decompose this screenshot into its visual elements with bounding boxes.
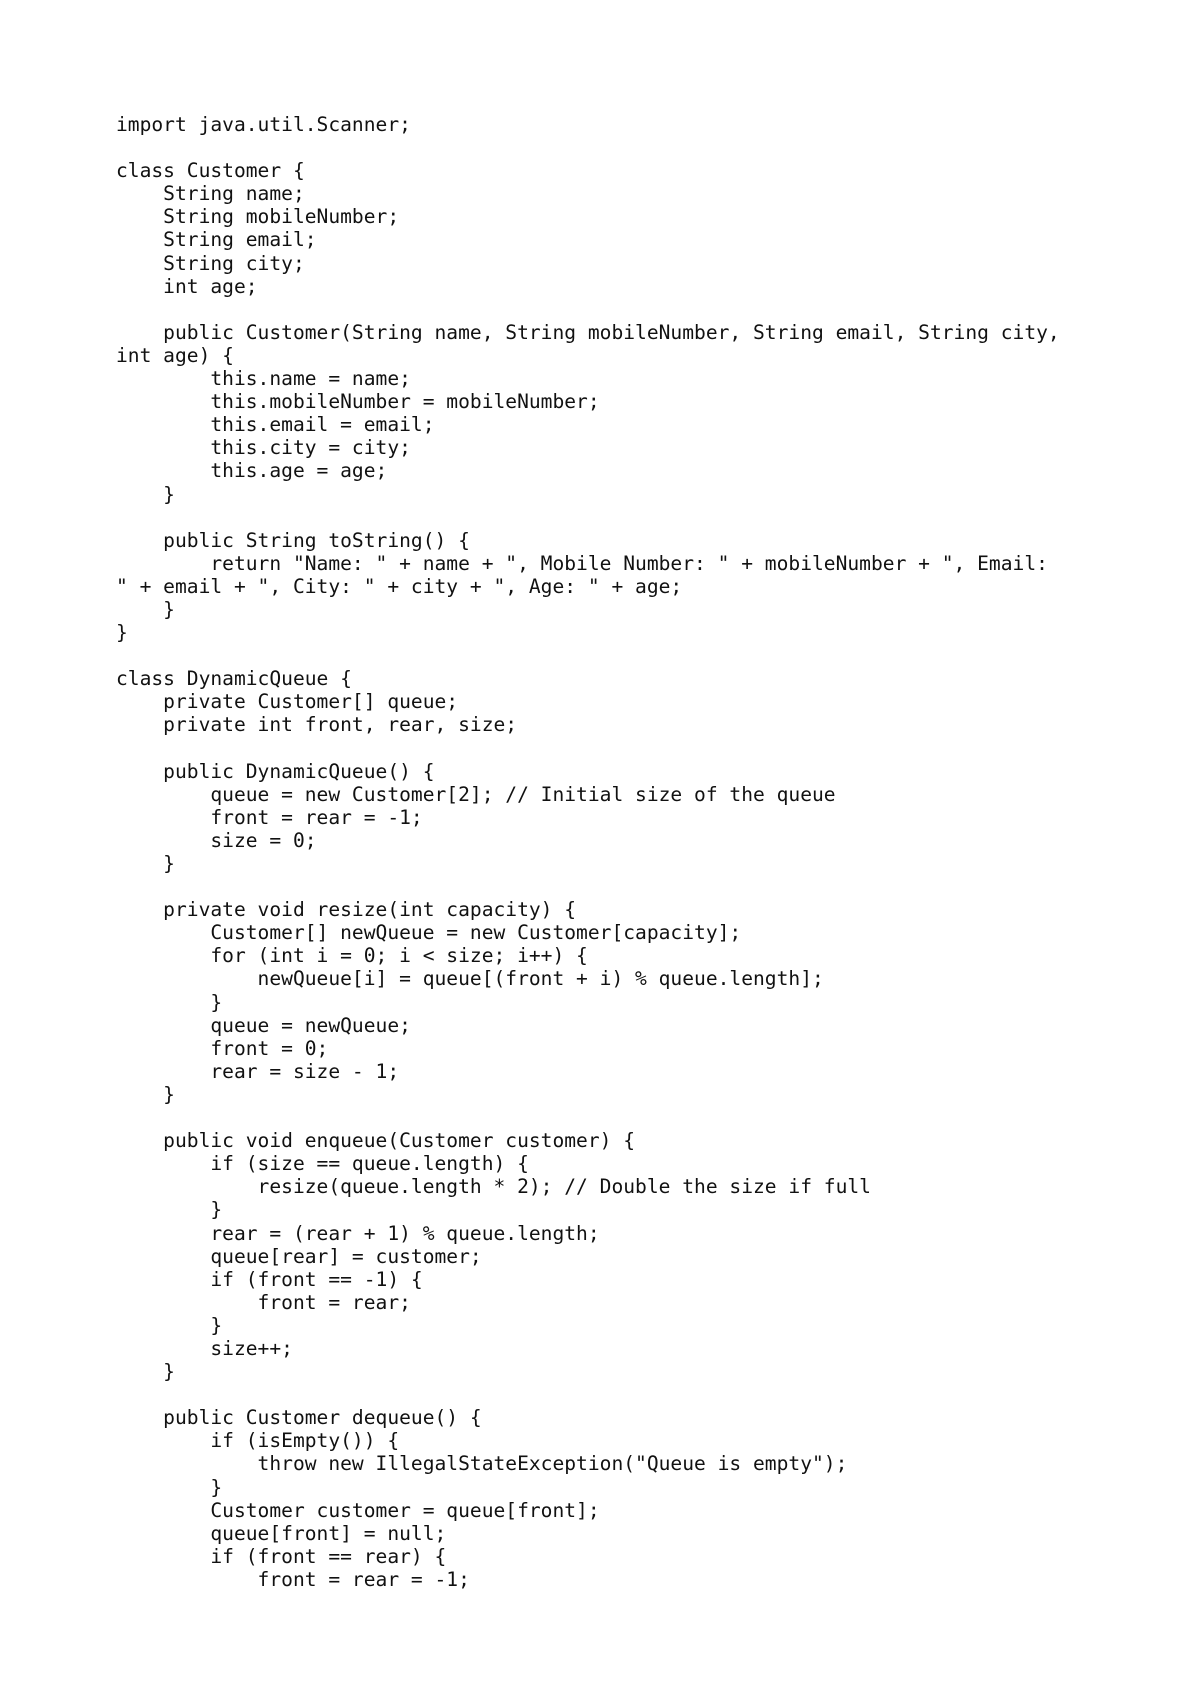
code-listing: [116, 113, 1060, 1591]
code-line: }: [116, 1360, 175, 1384]
code-line: private int front, rear, size;: [116, 713, 518, 737]
code-line: String city;: [116, 251, 305, 275]
code-line: [116, 1106, 1060, 1129]
code-line: Customer[] newQueue = new Customer[capacity];: [116, 921, 742, 945]
code-line: queue = new Customer[2]; // Initial size of the queue: [116, 782, 836, 806]
code-line: queue[rear] = customer;: [116, 1244, 482, 1268]
code-line: }: [116, 482, 175, 506]
code-line: }: [116, 621, 128, 645]
code-line: public void enqueue(Customer customer) {: [116, 1129, 636, 1153]
code-line: throw new IllegalStateException("Queue is empty");: [116, 1452, 848, 1476]
code-line: }: [116, 1475, 223, 1499]
code-line: public DynamicQueue() {: [116, 759, 435, 783]
code-line: this.age = age;: [116, 459, 388, 483]
code-line: String name;: [116, 182, 305, 206]
code-line: [116, 644, 1060, 667]
code-line: class DynamicQueue {: [116, 667, 352, 691]
code-line: public String toString() {: [116, 528, 470, 552]
code-line: [116, 136, 1060, 159]
code-line: [116, 298, 1060, 321]
code-line: front = rear = -1;: [116, 1567, 470, 1591]
code-line: Customer customer = queue[front];: [116, 1498, 600, 1522]
code-line: public Customer dequeue() {: [116, 1406, 482, 1430]
code-line: size = 0;: [116, 828, 317, 852]
code-line: private Customer[] queue;: [116, 690, 459, 714]
code-line: }: [116, 597, 175, 621]
code-line: rear = (rear + 1) % queue.length;: [116, 1221, 600, 1245]
code-line: String email;: [116, 228, 317, 252]
code-line: resize(queue.length * 2); // Double the size if full: [116, 1175, 871, 1199]
code-line: [116, 737, 1060, 760]
code-line: class Customer {: [116, 159, 305, 183]
code-line: queue[front] = null;: [116, 1521, 447, 1545]
code-line: this.name = name;: [116, 367, 411, 391]
code-line: for (int i = 0; i < size; i++) {: [116, 944, 588, 968]
code-line: }: [116, 852, 175, 875]
code-line: this.city = city;: [116, 436, 411, 460]
code-line: size++;: [116, 1336, 293, 1360]
code-line: front = 0;: [116, 1036, 329, 1060]
code-line: [116, 875, 1060, 898]
code-line: return "Name: " + name + ", Mobile Number: " + mobileNumber + ", Email:: [116, 551, 1048, 575]
code-line: if (isEmpty()) {: [116, 1429, 400, 1453]
code-line: public Customer(String name, String mobileNumber, String email, String city,: [116, 320, 1060, 344]
code-line: this.email = email;: [116, 413, 435, 437]
code-line: front = rear = -1;: [116, 805, 423, 829]
code-line: [116, 1383, 1060, 1406]
code-line: }: [116, 990, 223, 1014]
code-line: }: [116, 1198, 223, 1222]
code-line: " + email + ", City: " + city + ", Age: " + age;: [116, 574, 683, 598]
code-line: rear = size - 1;: [116, 1059, 400, 1083]
code-line: [116, 506, 1060, 529]
code-line: }: [116, 1082, 175, 1106]
code-line: }: [116, 1313, 223, 1337]
code-line: queue = newQueue;: [116, 1013, 411, 1037]
code-line: this.mobileNumber = mobileNumber;: [116, 390, 600, 414]
code-line: import java.util.Scanner;: [116, 113, 411, 136]
code-line: int age) {: [116, 343, 234, 367]
code-line: if (size == queue.length) {: [116, 1152, 529, 1176]
code-line: private void resize(int capacity) {: [116, 898, 577, 922]
code-line: String mobileNumber;: [116, 205, 400, 229]
code-line: int age;: [116, 274, 258, 298]
code-line: if (front == rear) {: [116, 1544, 447, 1568]
code-line: if (front == -1) {: [116, 1267, 423, 1291]
code-line: front = rear;: [116, 1290, 411, 1314]
code-line: newQueue[i] = queue[(front + i) % queue.length];: [116, 967, 824, 991]
